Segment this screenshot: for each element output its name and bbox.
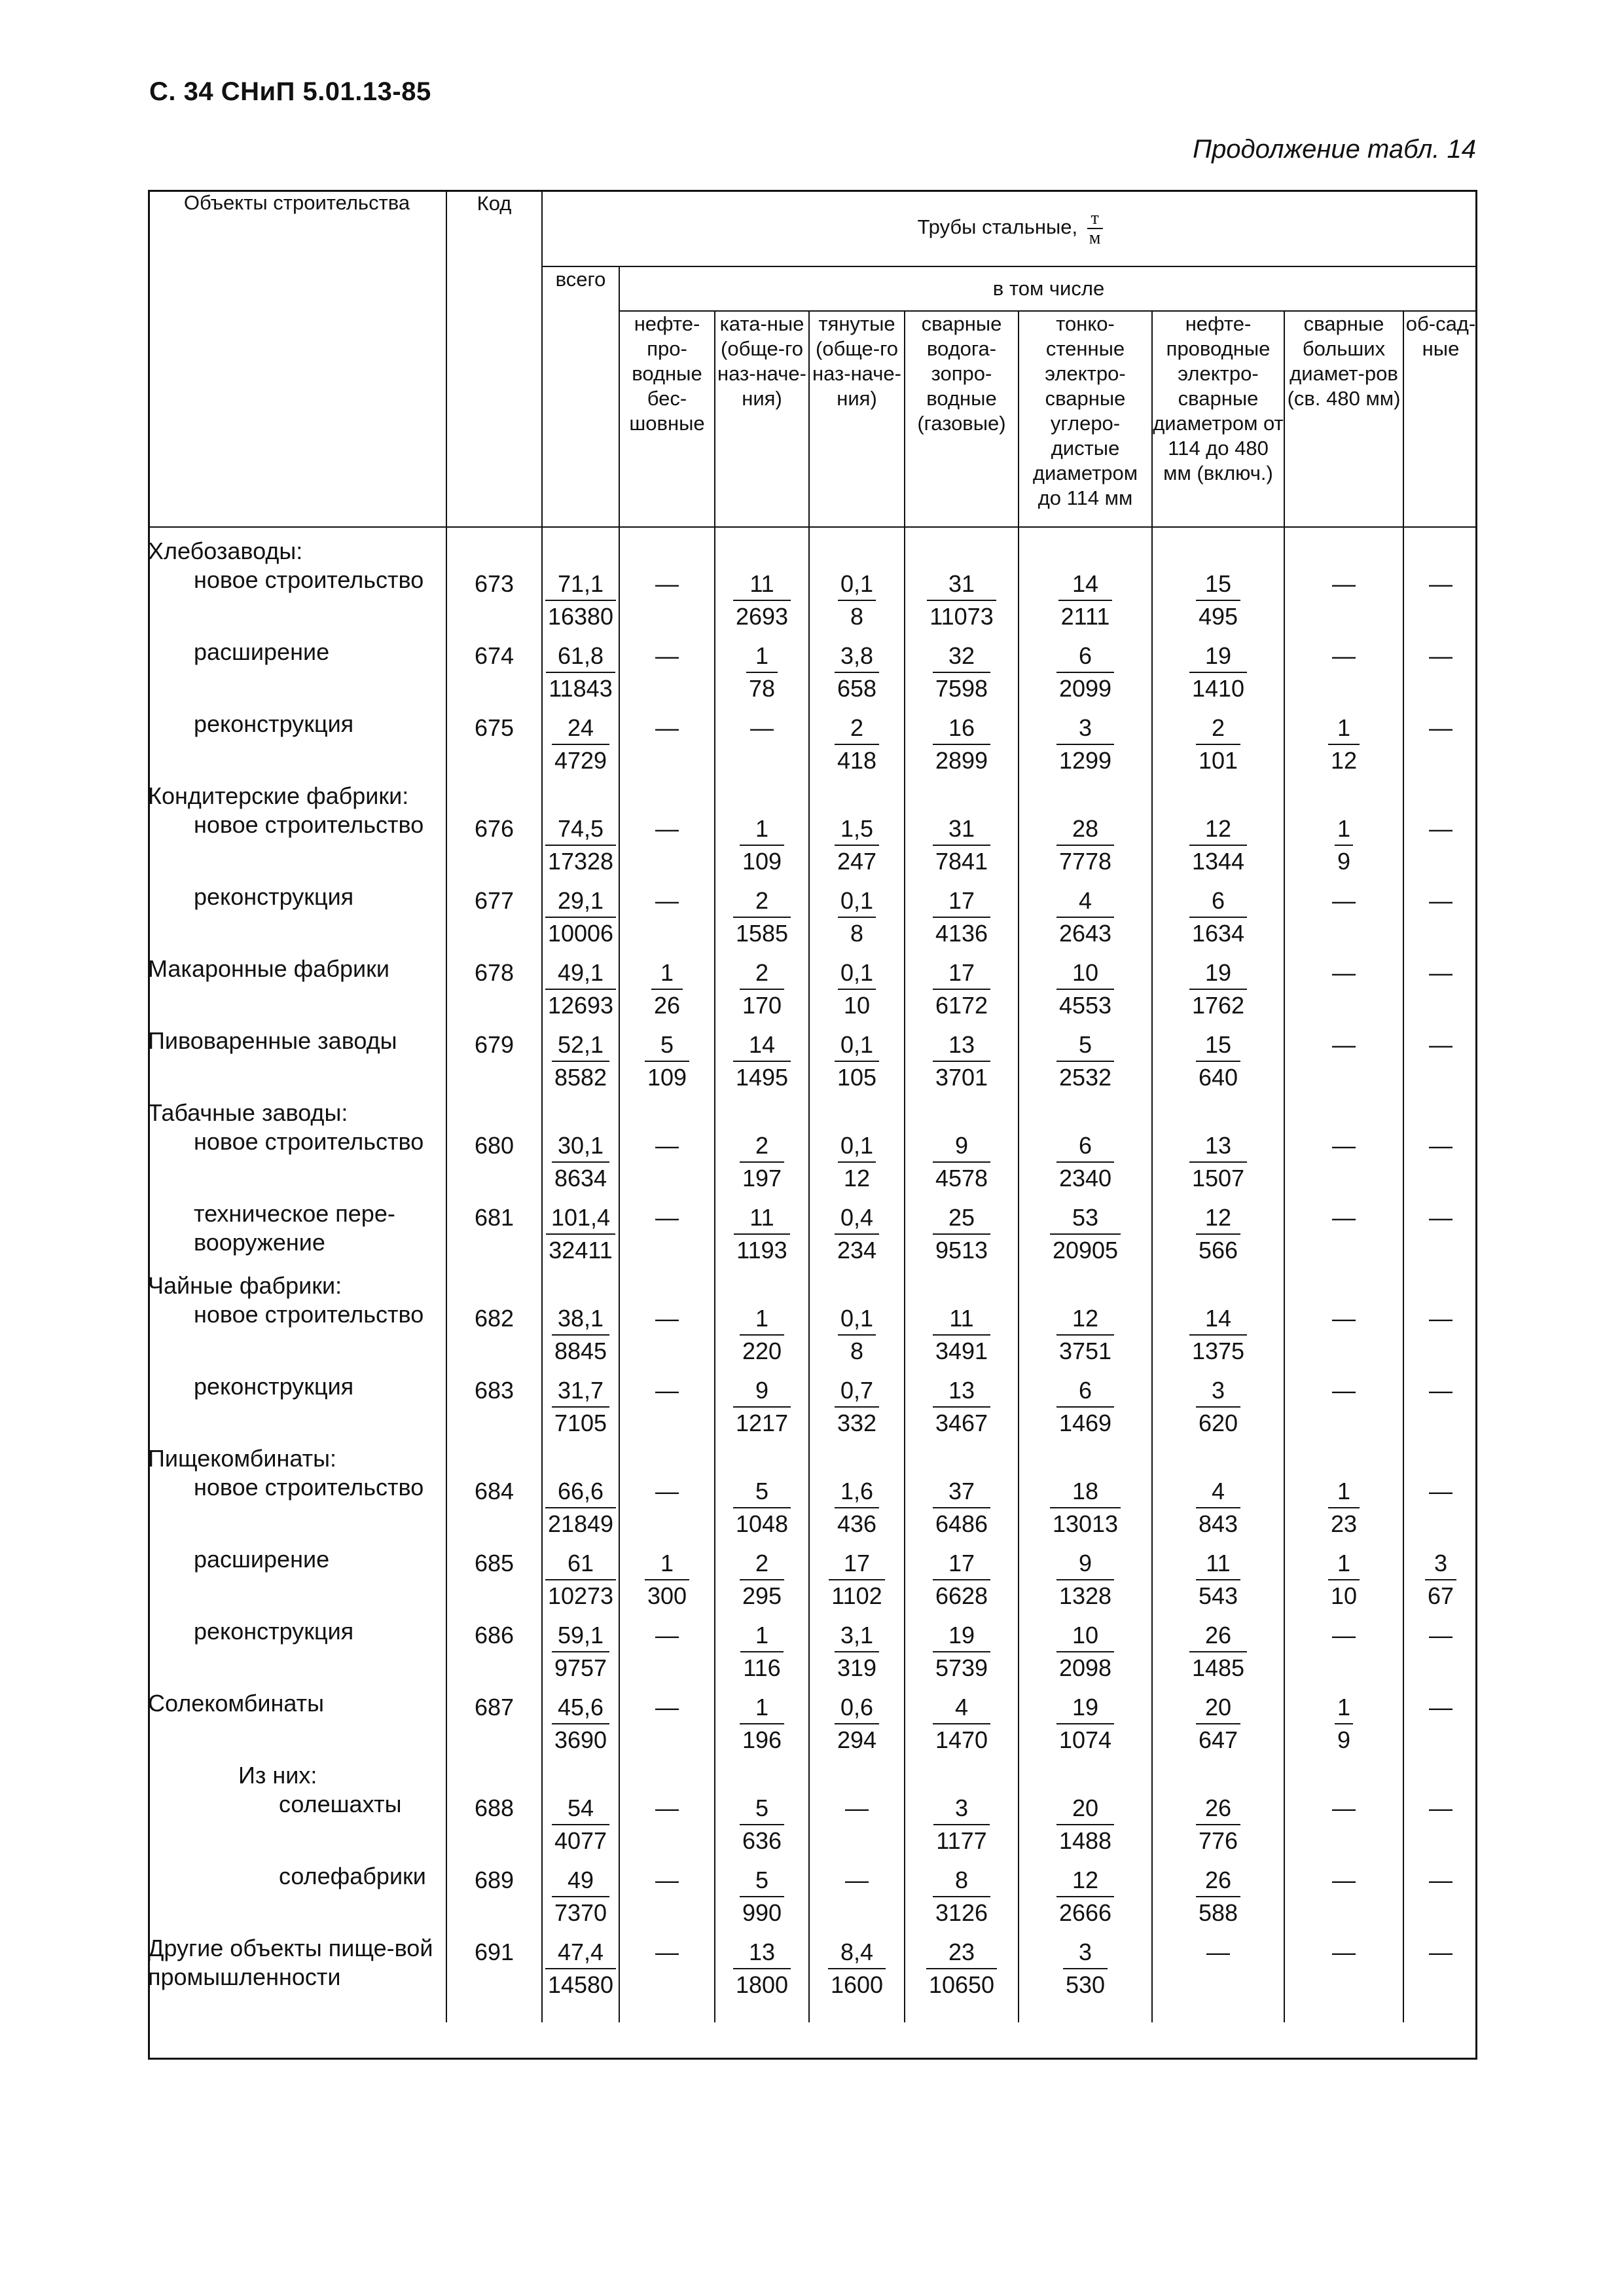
value-cell: $\frac{3}{620}$ (1152, 1372, 1284, 1444)
object-name: Макаронные фабрики (148, 955, 389, 982)
value-cell: $\frac{9}{4578}$ (905, 1127, 1019, 1199)
value-cell: $\frac{19}{1074}$ (1019, 1689, 1152, 1761)
value-cell: $\frac{12}{3751}$ (1019, 1300, 1152, 1372)
value-cell: $\frac{0,1}{8}$ (809, 1300, 905, 1372)
value-cell: $\frac{23}{10650}$ (905, 1934, 1019, 2022)
object-code: 683 (446, 1372, 542, 1444)
value-cell: — (619, 811, 715, 883)
total-header: всего (542, 266, 619, 527)
total-cell: $\frac{31,7}{7105}$ (542, 1372, 619, 1444)
value-cell: $\frac{17}{6172}$ (905, 955, 1019, 1027)
object-name: реконструкция (194, 710, 354, 737)
object-name: Пищекомбинаты: (148, 1445, 336, 1472)
value-cell: $\frac{5}{2532}$ (1019, 1027, 1152, 1099)
value-cell: $\frac{1}{78}$ (715, 638, 809, 710)
value-cell: — (1284, 1862, 1403, 1934)
object-name: Табачные заводы: (148, 1099, 348, 1126)
value-cell: — (619, 1473, 715, 1545)
value-cell: $\frac{6}{1469}$ (1019, 1372, 1152, 1444)
total-cell: $\frac{29,1}{10006}$ (542, 883, 619, 955)
value-cell: $\frac{20}{1488}$ (1019, 1790, 1152, 1862)
value-cell: — (1403, 1372, 1477, 1444)
value-cell: $\frac{15}{640}$ (1152, 1027, 1284, 1099)
value-cell: $\frac{0,1}{10}$ (809, 955, 905, 1027)
object-name: новое строительство (194, 811, 424, 838)
value-cell: $\frac{31}{7841}$ (905, 811, 1019, 883)
value-cell: $\frac{2}{1585}$ (715, 883, 809, 955)
total-cell: $\frac{61,8}{11843}$ (542, 638, 619, 710)
value-cell: — (1403, 1199, 1477, 1271)
value-cell: — (619, 710, 715, 782)
total-cell: $\frac{30,1}{8634}$ (542, 1127, 619, 1199)
value-cell: $\frac{18}{13013}$ (1019, 1473, 1152, 1545)
column-header-8: об-сад-ные (1403, 311, 1477, 527)
value-cell: — (1284, 1372, 1403, 1444)
object-name: расширение (194, 638, 330, 665)
value-cell: $\frac{3}{1177}$ (905, 1790, 1019, 1862)
value-cell: — (1403, 638, 1477, 710)
value-cell: — (1403, 710, 1477, 782)
object-code: 684 (446, 1473, 542, 1545)
objects-header: Объекты строительства (148, 191, 446, 527)
value-cell: $\frac{9}{1217}$ (715, 1372, 809, 1444)
value-cell: $\frac{13}{1800}$ (715, 1934, 809, 2022)
value-cell: $\frac{1}{23}$ (1284, 1473, 1403, 1545)
value-cell: — (1403, 1790, 1477, 1862)
value-cell: $\frac{1}{109}$ (715, 811, 809, 883)
object-code: 674 (446, 638, 542, 710)
object-name: новое строительство (194, 1474, 424, 1501)
value-cell: — (619, 638, 715, 710)
total-cell: $\frac{49,1}{12693}$ (542, 955, 619, 1027)
value-cell: $\frac{0,1}{105}$ (809, 1027, 905, 1099)
table-continuation-caption: Продолжение табл. 14 (1193, 135, 1476, 164)
object-name: Другие объекты пище-вой промышленности (148, 1935, 433, 1990)
value-cell: $\frac{10}{2098}$ (1019, 1617, 1152, 1689)
object-code: 677 (446, 883, 542, 955)
value-cell: $\frac{0,7}{332}$ (809, 1372, 905, 1444)
value-cell: — (1403, 955, 1477, 1027)
value-cell: — (619, 566, 715, 638)
value-cell: — (619, 1617, 715, 1689)
object-name: солефабрики (279, 1863, 426, 1889)
value-cell: — (1152, 1934, 1284, 2022)
value-cell: — (619, 883, 715, 955)
value-cell: $\frac{2}{170}$ (715, 955, 809, 1027)
table-frame (148, 190, 1477, 2060)
value-cell: $\frac{3}{67}$ (1403, 1545, 1477, 1617)
object-code: 685 (446, 1545, 542, 1617)
value-cell: $\frac{10}{4553}$ (1019, 955, 1152, 1027)
object-name: Солекомбинаты (148, 1690, 324, 1717)
object-name: реконструкция (194, 1618, 354, 1645)
value-cell: — (1284, 1790, 1403, 1862)
total-cell: $\frac{52,1}{8582}$ (542, 1027, 619, 1099)
total-cell: $\frac{38,1}{8845}$ (542, 1300, 619, 1372)
value-cell: $\frac{26}{588}$ (1152, 1862, 1284, 1934)
value-cell: — (619, 1689, 715, 1761)
value-cell: $\frac{19}{5739}$ (905, 1617, 1019, 1689)
value-cell: — (1403, 1617, 1477, 1689)
value-cell: $\frac{3}{530}$ (1019, 1934, 1152, 2022)
object-code: 691 (446, 1934, 542, 2022)
value-cell: $\frac{4}{2643}$ (1019, 883, 1152, 955)
value-cell: $\frac{25}{9513}$ (905, 1199, 1019, 1271)
unit-denominator: м (1089, 227, 1101, 248)
value-cell: $\frac{0,1}{12}$ (809, 1127, 905, 1199)
object-code: 678 (446, 955, 542, 1027)
total-cell: $\frac{24}{4729}$ (542, 710, 619, 782)
object-name: Хлебозаводы: (148, 538, 303, 564)
value-cell: — (809, 1862, 905, 1934)
object-name: реконструкция (194, 883, 354, 910)
value-cell: $\frac{0,6}{294}$ (809, 1689, 905, 1761)
value-cell: $\frac{32}{7598}$ (905, 638, 1019, 710)
object-code: 673 (446, 566, 542, 638)
value-cell: — (619, 1790, 715, 1862)
value-cell: — (1403, 1473, 1477, 1545)
value-cell: $\frac{53}{20905}$ (1019, 1199, 1152, 1271)
value-cell: $\frac{13}{1507}$ (1152, 1127, 1284, 1199)
value-cell: — (1403, 1862, 1477, 1934)
value-cell: $\frac{0,1}{8}$ (809, 566, 905, 638)
value-cell: — (1284, 955, 1403, 1027)
value-cell: $\frac{13}{3467}$ (905, 1372, 1019, 1444)
value-cell: — (1403, 1934, 1477, 2022)
value-cell: $\frac{5}{990}$ (715, 1862, 809, 1934)
value-cell: $\frac{1}{220}$ (715, 1300, 809, 1372)
object-code: 680 (446, 1127, 542, 1199)
column-header-6: нефте-проводные электро-сварные диаметром от 114 до 480 мм (включ.) (1152, 311, 1284, 527)
column-header-1: нефте-про-водные бес-шовные (619, 311, 715, 527)
value-cell: — (1284, 1934, 1403, 2022)
object-name: новое строительство (194, 1128, 424, 1155)
total-cell: $\frac{54}{4077}$ (542, 1790, 619, 1862)
value-cell: $\frac{37}{6486}$ (905, 1473, 1019, 1545)
object-name: Из них: (238, 1762, 317, 1789)
value-cell: — (715, 710, 809, 782)
value-cell: — (1284, 1127, 1403, 1199)
object-name: Чайные фабрики: (148, 1272, 342, 1299)
value-cell: — (619, 1199, 715, 1271)
value-cell: — (1403, 811, 1477, 883)
object-name: новое строительство (194, 566, 424, 593)
value-cell: — (1284, 1617, 1403, 1689)
object-name: Пивоваренные заводы (148, 1027, 397, 1054)
value-cell: $\frac{2}{418}$ (809, 710, 905, 782)
value-cell: — (1403, 566, 1477, 638)
value-cell: $\frac{20}{647}$ (1152, 1689, 1284, 1761)
value-cell: — (1284, 1300, 1403, 1372)
value-cell: $\frac{1}{196}$ (715, 1689, 809, 1761)
object-name: расширение (194, 1546, 330, 1573)
value-cell: $\frac{11}{543}$ (1152, 1545, 1284, 1617)
including-header: в том числе (619, 266, 1477, 311)
value-cell: $\frac{12}{566}$ (1152, 1199, 1284, 1271)
object-name: новое строительство (194, 1301, 424, 1328)
object-code: 675 (446, 710, 542, 782)
value-cell: $\frac{3}{1299}$ (1019, 710, 1152, 782)
value-cell: $\frac{1}{26}$ (619, 955, 715, 1027)
column-header-4: сварные водога-зопро-водные (газовые) (905, 311, 1019, 527)
object-code: 679 (446, 1027, 542, 1099)
total-cell: $\frac{47,4}{14580}$ (542, 1934, 619, 2022)
value-cell: — (1403, 1300, 1477, 1372)
value-cell: — (619, 1372, 715, 1444)
value-cell: $\frac{17}{6628}$ (905, 1545, 1019, 1617)
value-cell: $\frac{11}{2693}$ (715, 566, 809, 638)
value-cell: $\frac{3,8}{658}$ (809, 638, 905, 710)
value-cell: $\frac{17}{1102}$ (809, 1545, 905, 1617)
value-cell: — (1403, 1127, 1477, 1199)
value-cell: $\frac{1}{9}$ (1284, 811, 1403, 883)
total-cell: $\frac{74,5}{17328}$ (542, 811, 619, 883)
value-cell: — (619, 1127, 715, 1199)
value-cell: $\frac{9}{1328}$ (1019, 1545, 1152, 1617)
value-cell: $\frac{5}{1048}$ (715, 1473, 809, 1545)
total-cell: $\frac{59,1}{9757}$ (542, 1617, 619, 1689)
object-name: техническое пере-вооружение (194, 1200, 395, 1256)
total-cell: $\frac{101,4}{32411}$ (542, 1199, 619, 1271)
value-cell: $\frac{26}{1485}$ (1152, 1617, 1284, 1689)
object-code: 676 (446, 811, 542, 883)
object-code: 682 (446, 1300, 542, 1372)
value-cell: $\frac{6}{2099}$ (1019, 638, 1152, 710)
object-code: 688 (446, 1790, 542, 1862)
object-code: 686 (446, 1617, 542, 1689)
value-cell: $\frac{2}{101}$ (1152, 710, 1284, 782)
value-cell: $\frac{17}{4136}$ (905, 883, 1019, 955)
object-code: 687 (446, 1689, 542, 1761)
value-cell: $\frac{4}{1470}$ (905, 1689, 1019, 1761)
total-cell: $\frac{71,1}{16380}$ (542, 566, 619, 638)
object-code: 689 (446, 1862, 542, 1934)
value-cell: — (1284, 1027, 1403, 1099)
value-cell: $\frac{1}{300}$ (619, 1545, 715, 1617)
value-cell: $\frac{1}{116}$ (715, 1617, 809, 1689)
value-cell: $\frac{16}{2899}$ (905, 710, 1019, 782)
object-name: Кондитерские фабрики: (148, 782, 409, 809)
value-cell: $\frac{3,1}{319}$ (809, 1617, 905, 1689)
value-cell: — (1284, 883, 1403, 955)
value-cell: $\frac{2}{295}$ (715, 1545, 809, 1617)
total-cell: $\frac{45,6}{3690}$ (542, 1689, 619, 1761)
value-cell: — (619, 1934, 715, 2022)
value-cell: — (1284, 638, 1403, 710)
value-cell: $\frac{6}{1634}$ (1152, 883, 1284, 955)
object-name: солешахты (279, 1791, 402, 1817)
value-cell: $\frac{1}{10}$ (1284, 1545, 1403, 1617)
value-cell: $\frac{31}{11073}$ (905, 566, 1019, 638)
column-header-2: ката-ные (обще-го наз-наче-ния) (715, 311, 809, 527)
value-cell: $\frac{15}{495}$ (1152, 566, 1284, 638)
value-cell: — (1284, 566, 1403, 638)
object-name: реконструкция (194, 1373, 354, 1400)
value-cell: $\frac{8}{3126}$ (905, 1862, 1019, 1934)
value-cell: $\frac{1}{9}$ (1284, 1689, 1403, 1761)
value-cell: — (619, 1300, 715, 1372)
value-cell: $\frac{13}{3701}$ (905, 1027, 1019, 1099)
code-header: Код (446, 191, 542, 527)
column-header-7: сварные больших диамет-ров (св. 480 мм) (1284, 311, 1403, 527)
value-cell: $\frac{26}{776}$ (1152, 1790, 1284, 1862)
value-cell: $\frac{19}{1762}$ (1152, 955, 1284, 1027)
value-cell: $\frac{14}{1375}$ (1152, 1300, 1284, 1372)
column-header-3: тянутые (обще-го наз-наче-ния) (809, 311, 905, 527)
object-code: 681 (446, 1199, 542, 1271)
value-cell: $\frac{12}{2666}$ (1019, 1862, 1152, 1934)
column-header-5: тонко-стенные электро-сварные углеро-дистые диаметром до 114 мм (1019, 311, 1152, 527)
value-cell: — (1284, 1199, 1403, 1271)
value-cell: $\frac{0,4}{234}$ (809, 1199, 905, 1271)
value-cell: $\frac{0,1}{8}$ (809, 883, 905, 955)
page-header: С. 34 СНиП 5.01.13-85 (149, 77, 431, 106)
value-cell: $\frac{19}{1410}$ (1152, 638, 1284, 710)
value-cell: $\frac{8,4}{1600}$ (809, 1934, 905, 2022)
value-cell: — (1403, 883, 1477, 955)
total-cell: $\frac{66,6}{21849}$ (542, 1473, 619, 1545)
value-cell: — (619, 1862, 715, 1934)
value-cell: $\frac{11}{3491}$ (905, 1300, 1019, 1372)
value-cell: $\frac{2}{197}$ (715, 1127, 809, 1199)
value-cell: — (809, 1790, 905, 1862)
value-cell: $\frac{1,5}{247}$ (809, 811, 905, 883)
value-cell: $\frac{11}{1193}$ (715, 1199, 809, 1271)
unit-numerator: т (1087, 210, 1103, 229)
value-cell: $\frac{14}{2111}$ (1019, 566, 1152, 638)
value-cell: $\frac{5}{636}$ (715, 1790, 809, 1862)
value-cell: $\frac{5}{109}$ (619, 1027, 715, 1099)
pipes-header-label: Трубы стальные, (917, 215, 1078, 238)
value-cell: $\frac{1,6}{436}$ (809, 1473, 905, 1545)
total-cell: $\frac{61}{10273}$ (542, 1545, 619, 1617)
total-cell: $\frac{49}{7370}$ (542, 1862, 619, 1934)
value-cell: $\frac{6}{2340}$ (1019, 1127, 1152, 1199)
value-cell: $\frac{4}{843}$ (1152, 1473, 1284, 1545)
value-cell: — (1403, 1027, 1477, 1099)
value-cell: $\frac{12}{1344}$ (1152, 811, 1284, 883)
value-cell: — (1403, 1689, 1477, 1761)
value-cell: $\frac{28}{7778}$ (1019, 811, 1152, 883)
value-cell: $\frac{1}{12}$ (1284, 710, 1403, 782)
value-cell: $\frac{14}{1495}$ (715, 1027, 809, 1099)
